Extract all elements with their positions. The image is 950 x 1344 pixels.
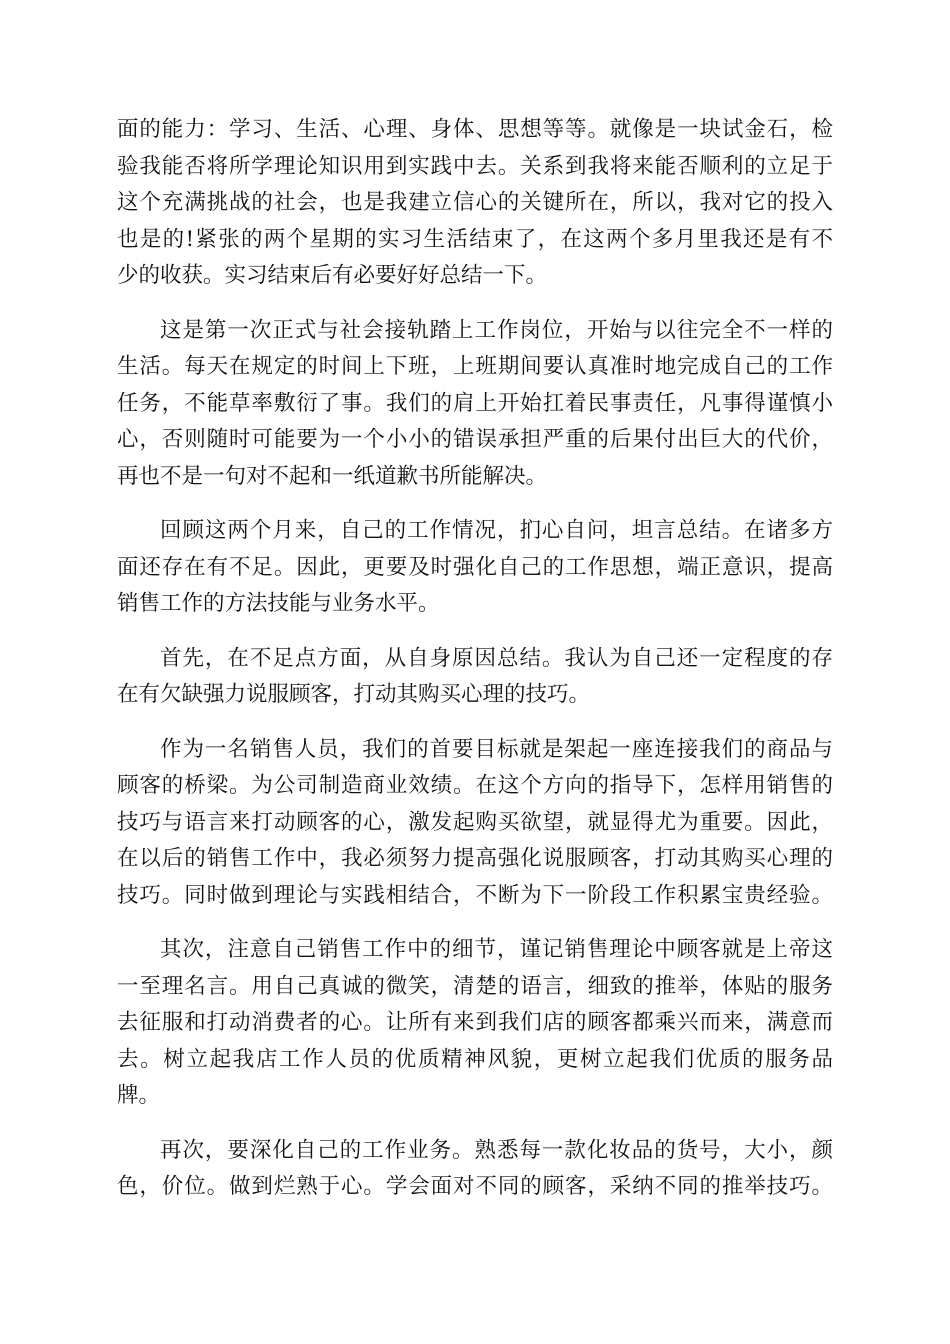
- text-line: 技巧。同时做到理论与实践相结合，不断为下一阶段工作积累宝贵经验。: [117, 882, 833, 908]
- text-line: 销售工作的方法技能与业务水平。: [117, 591, 440, 616]
- text-line: 一至理名言。用自己真诚的微笑，清楚的语言，细致的推举，体贴的服务: [117, 973, 833, 999]
- paragraph-4: [117, 641, 833, 714]
- text-line: 在有欠缺强力说服顾客，打动其购买心理的技巧。: [117, 682, 591, 707]
- paragraph-5: [117, 732, 833, 915]
- text-line: 面还存在有不足。因此，更要及时强化自己的工作思想，端正意识，提高: [117, 554, 833, 580]
- text-line: 生活。每天在规定的时间上下班，上班期间要认真准时地完成自己的工作: [117, 354, 833, 379]
- text-line: 色，价位。做到烂熟于心。学会面对不同的顾客，采纳不同的推举技巧。: [117, 1174, 833, 1199]
- paragraph-1: [117, 112, 833, 295]
- text-line: 去。树立起我店工作人员的优质精神风貌，更树立起我们优质的服务品: [117, 1046, 833, 1072]
- text-line: 任务，不能草率敷衍了事。我们的肩上开始扛着民事责任，凡事得谨慎小: [117, 390, 833, 416]
- paragraph-2: [117, 313, 833, 496]
- text-line: 在以后的销售工作中，我必须努力提高强化说服顾客，打动其购买心理的: [117, 846, 833, 871]
- text-line: 也是的!紧张的两个星期的实习生活结束了，在这两个多月里我还是有不: [117, 226, 833, 252]
- paragraph-6: [117, 932, 833, 1115]
- text-line: 首先，在不足点方面，从自身原因总结。我认为自己还一定程度的存: [160, 645, 833, 671]
- text-line: 技巧与语言来打动顾客的心，激发起购买欲望，就显得尤为重要。因此，: [117, 809, 833, 835]
- text-line: 其次，注意自己销售工作中的细节，谨记销售理论中顾客就是上帝这: [160, 937, 833, 962]
- text-line: 再次，要深化自己的工作业务。熟悉每一款化妆品的货号，大小，颜: [160, 1137, 833, 1163]
- text-line: 这是第一次正式与社会接轨踏上工作岗位，开始与以往完全不一样的: [160, 317, 833, 343]
- text-line: 这个充满挑战的社会，也是我建立信心的关键所在，所以，我对它的投入: [117, 190, 833, 215]
- paragraph-3: [117, 513, 833, 623]
- text-line: 少的收获。实习结束后有必要好好总结一下。: [117, 263, 548, 288]
- paragraph-7: [117, 1133, 833, 1206]
- text-line: 去征服和打动消费者的心。让所有来到我们店的顾客都乘兴而来，满意而: [117, 1010, 833, 1035]
- text-line: 顾客的桥梁。为公司制造商业效绩。在这个方向的指导下，怎样用销售的: [117, 773, 833, 798]
- text-line: 验我能否将所学理论知识用到实践中去。关系到我将来能否顺利的立足于: [117, 153, 833, 179]
- text-line: 心，否则随时可能要为一个小小的错误承担严重的后果付出巨大的代价，: [117, 427, 833, 452]
- text-line: 作为一名销售人员，我们的首要目标就是架起一座连接我们的商品与: [160, 736, 833, 762]
- text-line: 回顾这两个月来，自己的工作情况，扪心自问，坦言总结。在诸多方: [160, 518, 833, 543]
- document-body: [117, 112, 833, 1224]
- text-line: 面的能力：学习、生活、心理、身体、思想等等。就像是一块试金石，检: [117, 117, 833, 142]
- text-line: 再也不是一句对不起和一纸道歉书所能解决。: [117, 463, 548, 489]
- text-line: 牌。: [117, 1083, 161, 1108]
